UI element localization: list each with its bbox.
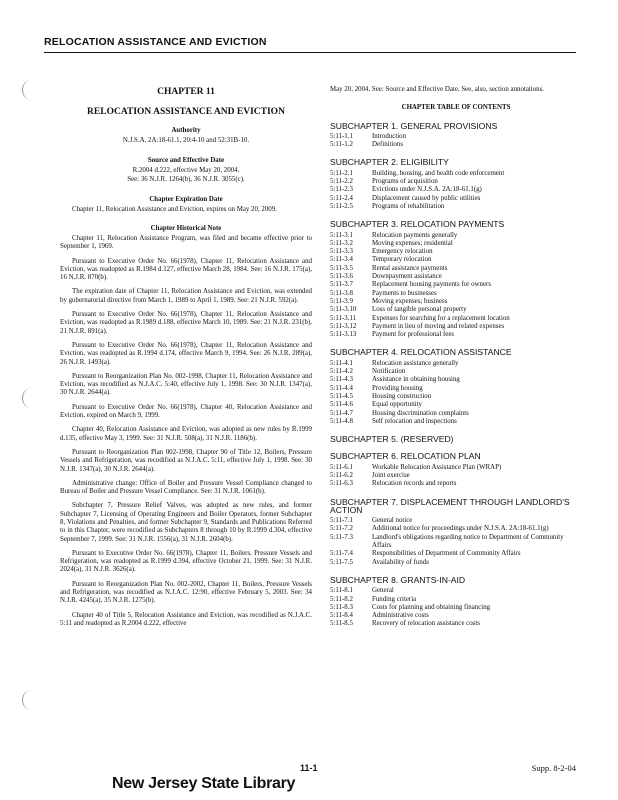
toc-entry <box>330 170 582 178</box>
section-number: 5:11-7.2 <box>330 525 353 533</box>
section-title: Payment in lieu of moving and related expenses <box>372 322 505 330</box>
section-number: 5:11-3.12 <box>330 322 357 330</box>
section-number: 5:11-6.2 <box>330 471 353 479</box>
toc-entry <box>330 550 582 558</box>
section-title: General notice <box>372 517 413 525</box>
section-number: 5:11-4.5 <box>330 392 353 400</box>
section-number: 5:11-7.1 <box>330 517 353 525</box>
section-number: 5:11-4.4 <box>330 384 353 392</box>
source-line: See: 36 N.J.R. 1264(b), 36 N.J.R. 3055(c). <box>127 175 245 183</box>
section-number: 5:11-1.1 <box>330 132 353 140</box>
section-title: Availability of funds <box>372 558 429 566</box>
section-number: 5:11-2.5 <box>330 202 353 210</box>
section-number: 5:11-3.1 <box>330 231 353 239</box>
section-title: Definitions <box>372 141 404 149</box>
section-title: Moving expenses; business <box>372 297 448 305</box>
history-paragraph: Pursuant to Reorganization Plan 002-1998, Chapter 90 of Title 12, Boilers, Pressure Vessels and Refrigeration, was recodified as N.J.A.C. 5:11, effective July 1, 1998. See: 30 N.J.R. 1347(a), 30 N.J.R. 2644(a). <box>60 448 312 473</box>
toc-entry <box>330 178 582 186</box>
section-title: Temporary relocation <box>372 256 432 264</box>
library-stamp: New Jersey State Library <box>112 775 296 792</box>
toc-entry <box>330 331 582 339</box>
section-title: Administrative costs <box>372 612 429 620</box>
section-number: 5:11-2.3 <box>330 186 353 194</box>
chapter-number: CHAPTER 11 <box>157 87 215 97</box>
section-number: 5:11-4.1 <box>330 359 353 367</box>
right-column <box>330 86 582 629</box>
toc-entry <box>330 203 582 211</box>
page-number: 11-1 <box>300 763 318 773</box>
subchapter-heading: SUBCHAPTER 6. RELOCATION PLAN <box>330 451 481 462</box>
toc-entry <box>330 385 582 393</box>
subchapter-heading: SUBCHAPTER 2. ELIGIBILITY <box>330 157 449 168</box>
section-title: Recovery of relocation assistance costs <box>372 620 480 628</box>
section-number: 5:11-3.8 <box>330 289 353 297</box>
history-paragraph: Pursuant to Reorganization Plan No. 002-2002, Chapter 11, Boilers, Pressure Vessels and Refrigeration, was recodified as N.J.A.C. 12:90, effective February 5, 2003. See: 34 N.J.R. 4245(a), 35 N.J.R. 1275(b). <box>60 580 312 605</box>
toc-heading: CHAPTER TABLE OF CONTENTS <box>401 104 511 112</box>
toc-entry <box>330 525 582 533</box>
section-number: 5:11-8.5 <box>330 620 353 628</box>
section-number: 5:11-3.11 <box>330 314 357 322</box>
section-title: Relocation records and reports <box>372 480 457 488</box>
section-title: Programs of acquisition <box>372 178 438 186</box>
section-number: 5:11-8.1 <box>330 587 353 595</box>
authority-text: N.J.S.A. 2A:18-61.1, 20:4-10 and 52:31B-10. <box>122 136 250 144</box>
toc-entry <box>330 186 582 194</box>
section-title: Relocation payments generally <box>372 231 458 239</box>
history-notes <box>60 235 312 628</box>
toc-entry <box>330 281 582 289</box>
source-heading: Source and Effective Date <box>147 157 225 165</box>
toc-entry <box>330 480 582 488</box>
history-paragraph: Chapter 40 of Title 5, Relocation Assistance and Eviction, was recodified as N.J.A.C. 5:11 and readopted as R.2004 d.222, effective <box>60 611 312 627</box>
toc-entry <box>330 273 582 281</box>
toc-entry <box>330 559 582 567</box>
section-number: 5:11-7.5 <box>330 558 353 566</box>
left-column <box>60 86 312 634</box>
punch-hole-mark <box>22 80 41 100</box>
section-title: Assistance in obtaining housing <box>372 376 460 384</box>
section-number: 5:11-3.9 <box>330 297 353 305</box>
section-number: 5:11-4.3 <box>330 376 353 384</box>
toc-entry <box>330 612 582 620</box>
toc-entry <box>330 360 582 368</box>
section-title: Equal opportunity <box>372 401 422 409</box>
section-number: 5:11-8.2 <box>330 595 353 603</box>
toc-entry <box>330 298 582 306</box>
section-number: 5:11-1.2 <box>330 141 353 149</box>
section-title: Rental assistance payments <box>372 264 448 272</box>
toc-entry <box>330 248 582 256</box>
history-paragraph: Pursuant to Executive Order No. 66(1978), Chapter 11, Relocation Assistance and Eviction, was readopted as R.1984 d.127, effective March 28, 1984. See: 16 N.J.R. 175(a), 16 N.J.R. 870(b). <box>60 257 312 282</box>
toc-entry <box>330 376 582 384</box>
section-title: Self relocation and inspections <box>372 417 457 425</box>
table-of-contents <box>330 122 582 629</box>
toc-entry <box>330 620 582 628</box>
section-number: 5:11-3.13 <box>330 331 357 339</box>
section-number: 5:11-8.4 <box>330 612 353 620</box>
toc-entry <box>330 133 582 141</box>
section-number: 5:11-4.2 <box>330 368 353 376</box>
section-number: 5:11-6.1 <box>330 463 353 471</box>
history-paragraph: Chapter 11, Relocation Assistance Program, was filed and became effective prior to September 1, 1969. <box>60 234 312 251</box>
punch-hole-mark <box>22 388 41 408</box>
running-header: RELOCATION ASSISTANCE AND EVICTION <box>44 36 267 48</box>
chapter-title: RELOCATION ASSISTANCE AND EVICTION <box>87 107 285 118</box>
section-number: 5:11-3.4 <box>330 256 353 264</box>
section-title: Additional notice for proceedings under N.J.S.A. 2A:18-61.1(g) <box>372 525 549 533</box>
section-title: Moving expenses; residential <box>372 239 453 247</box>
section-title: Joint exercise <box>372 471 410 479</box>
section-title: Responsibilities of Department of Community Affairs <box>372 550 521 558</box>
toc-entry <box>330 587 582 595</box>
source-line: R.2004 d.222, effective May 20, 2004. <box>132 167 240 175</box>
subchapter-heading: SUBCHAPTER 3. RELOCATION PAYMENTS <box>330 219 505 230</box>
toc-entry <box>330 323 582 331</box>
history-paragraph: Pursuant to Executive Order No. 66(1978), Chapter 11, Relocation Assistance and Eviction, was readopted as R.1994 d.174, effective March 9, 1994. See: 26 N.J.R. 289(a), 26 N.J.R. 1493(a). <box>60 341 312 366</box>
section-title: Loss of tangible personal property <box>372 306 467 314</box>
history-paragraph: Pursuant to Reorganization Plan No. 002-1998, Chapter 11, Relocation Assistance and Eviction, was recodified as N.J.A.C. 5:40, effective July 1, 1998. See: 30 N.J.R. 1347(a), 30 N.J.R. 2644(a). <box>60 372 312 397</box>
history-paragraph: Pursuant to Executive Order No. 66(1978), Chapter 11, Boilers, Pressure Vessels and Refrigeration, was readopted as R.1999 d.394, effective October 21, 1999. See: 31 N.J.R. 2024(a), 31 N.J.R. 3626(a). <box>60 549 312 574</box>
section-title: Payment for professional fees <box>372 331 455 339</box>
toc-entry <box>330 240 582 248</box>
toc-entry <box>330 315 582 323</box>
punch-hole-mark <box>22 690 41 710</box>
subchapter-heading: SUBCHAPTER 7. DISPLACEMENT THROUGH LANDLORD'S ACTION <box>330 496 570 515</box>
section-number: 5:11-2.2 <box>330 178 353 186</box>
section-title: Downpayment assistance <box>372 273 442 281</box>
section-title: Evictions under N.J.S.A. 2A:18-61.1(g) <box>372 186 482 194</box>
history-paragraph: Pursuant to Executive Order No. 66(1978), Chapter 40, Relocation Assistance and Eviction, expired on March 9, 1999. <box>60 403 312 420</box>
section-title: Providing housing <box>372 384 423 392</box>
toc-entry <box>330 141 582 149</box>
history-heading: Chapter Historical Note <box>150 224 222 232</box>
history-paragraph: Administrative change: Office of Boiler and Pressure Vessel Compliance changed to Bureau of Boiler and Pressure Vessel Compliance. See: 31 N.J.R. 1061(b). <box>60 479 312 496</box>
toc-entry <box>330 596 582 604</box>
toc-entry <box>330 195 582 203</box>
toc-entry <box>330 464 582 472</box>
subchapter-heading: SUBCHAPTER 1. GENERAL PROVISIONS <box>330 120 498 131</box>
section-title: Landlord's obligations regarding notice to Department of Community Affairs <box>372 533 564 550</box>
history-paragraph: Pursuant to Executive Order No. 66(1978), Chapter 11, Relocation Assistance and Eviction, was readopted as R.1989 d.188, effective March 10, 1989. See: 21 N.J.R. 231(b), 21 N.J.R. 891(a). <box>60 311 312 335</box>
section-number: 5:11-4.6 <box>330 401 353 409</box>
section-title: Funding criteria <box>372 595 417 603</box>
continuation-text: May 20, 2004. See: Source and Effective Date. See, also, section annotations. <box>330 86 544 93</box>
section-number: 5:11-7.4 <box>330 550 353 558</box>
section-title: Workable Relocation Assistance Plan (WRAP) <box>372 463 502 471</box>
section-title: Housing construction <box>372 392 432 400</box>
expiration-text: Chapter 11, Relocation Assistance and Eviction, expires on May 20, 2009. <box>72 206 277 214</box>
toc-entry <box>330 393 582 401</box>
section-title: Payments to businesses <box>372 289 437 297</box>
subchapter-heading: SUBCHAPTER 4. RELOCATION ASSISTANCE <box>330 347 512 358</box>
section-number: 5:11-3.5 <box>330 264 353 272</box>
section-title: Housing discrimination complaints <box>372 409 469 417</box>
section-title: Displacement caused by public utilities <box>372 194 481 202</box>
toc-entry <box>330 368 582 376</box>
section-title: General <box>372 587 394 595</box>
expiration-heading: Chapter Expiration Date <box>149 196 223 204</box>
section-title: Building, housing, and health code enforcement <box>372 169 505 177</box>
toc-entry <box>330 517 582 525</box>
toc-entry <box>330 410 582 418</box>
section-number: 5:11-3.6 <box>330 273 353 281</box>
section-title: Emergency relocation <box>372 248 433 256</box>
toc-entry <box>330 232 582 240</box>
section-title: Expenses for searching for a replacement location <box>372 314 510 322</box>
history-paragraph: The expiration date of Chapter 11, Relocation Assistance and Eviction, was extended by gubernatorial directive from March 1, 1989 to April 1, 1989. See: 21 N.J.R. 592(a). <box>60 288 312 304</box>
section-number: 5:11-3.10 <box>330 306 357 314</box>
section-title: Programs of rehabilitation <box>372 202 445 210</box>
section-number: 5:11-2.1 <box>330 169 353 177</box>
subchapter-heading: SUBCHAPTER 5. (RESERVED) <box>330 434 454 445</box>
section-number: 5:11-4.8 <box>330 417 353 425</box>
header-rule <box>44 52 576 53</box>
toc-entry <box>330 306 582 314</box>
section-number: 5:11-2.4 <box>330 194 353 202</box>
section-title: Notification <box>372 368 406 376</box>
toc-entry <box>330 534 582 551</box>
toc-entry <box>330 418 582 426</box>
toc-entry <box>330 401 582 409</box>
history-paragraph: Chapter 40, Relocation Assistance and Eviction, was adopted as new rules by R.1999 d.135, effective May 3, 1999. See: 31 N.J.R. 508(a), 31 N.J.R. 1186(b). <box>60 426 312 442</box>
section-number: 5:11-3.3 <box>330 248 353 256</box>
authority-heading: Authority <box>171 126 201 134</box>
section-title: Replacement housing payments for owners <box>372 281 492 289</box>
section-number: 5:11-6.3 <box>330 480 353 488</box>
section-number: 5:11-4.7 <box>330 409 353 417</box>
history-paragraph: Subchapter 7, Pressure Relief Valves, was adopted as new rules, and former Subchapter 7, Licensing of Operating Engineers and Boiler Operators, former Subchapter 8, Violations and Penalties, and former Subchapter 9, Standards and Publications Referred to in this Chapter, were recodified as Subchapters 8 through 10 by R.1999 d.304, effective September 7, 1999. See: 31 N.J.R. 1556(a), 31 N.J.R. 2604(b). <box>60 502 312 543</box>
toc-entry <box>330 256 582 264</box>
toc-entry <box>330 472 582 480</box>
section-number: 5:11-7.3 <box>330 533 353 541</box>
section-number: 5:11-8.3 <box>330 603 353 611</box>
section-number: 5:11-3.7 <box>330 281 353 289</box>
supplement-date: Supp. 8-2-04 <box>531 763 576 773</box>
section-title: Relocation assistance generally <box>372 359 459 367</box>
subchapter-heading: SUBCHAPTER 8. GRANTS-IN-AID <box>330 574 466 585</box>
toc-entry <box>330 290 582 298</box>
section-title: Introduction <box>372 132 407 140</box>
section-number: 5:11-3.2 <box>330 239 353 247</box>
section-title: Costs for planning and obtaining financing <box>372 603 491 611</box>
toc-entry <box>330 265 582 273</box>
toc-entry <box>330 604 582 612</box>
